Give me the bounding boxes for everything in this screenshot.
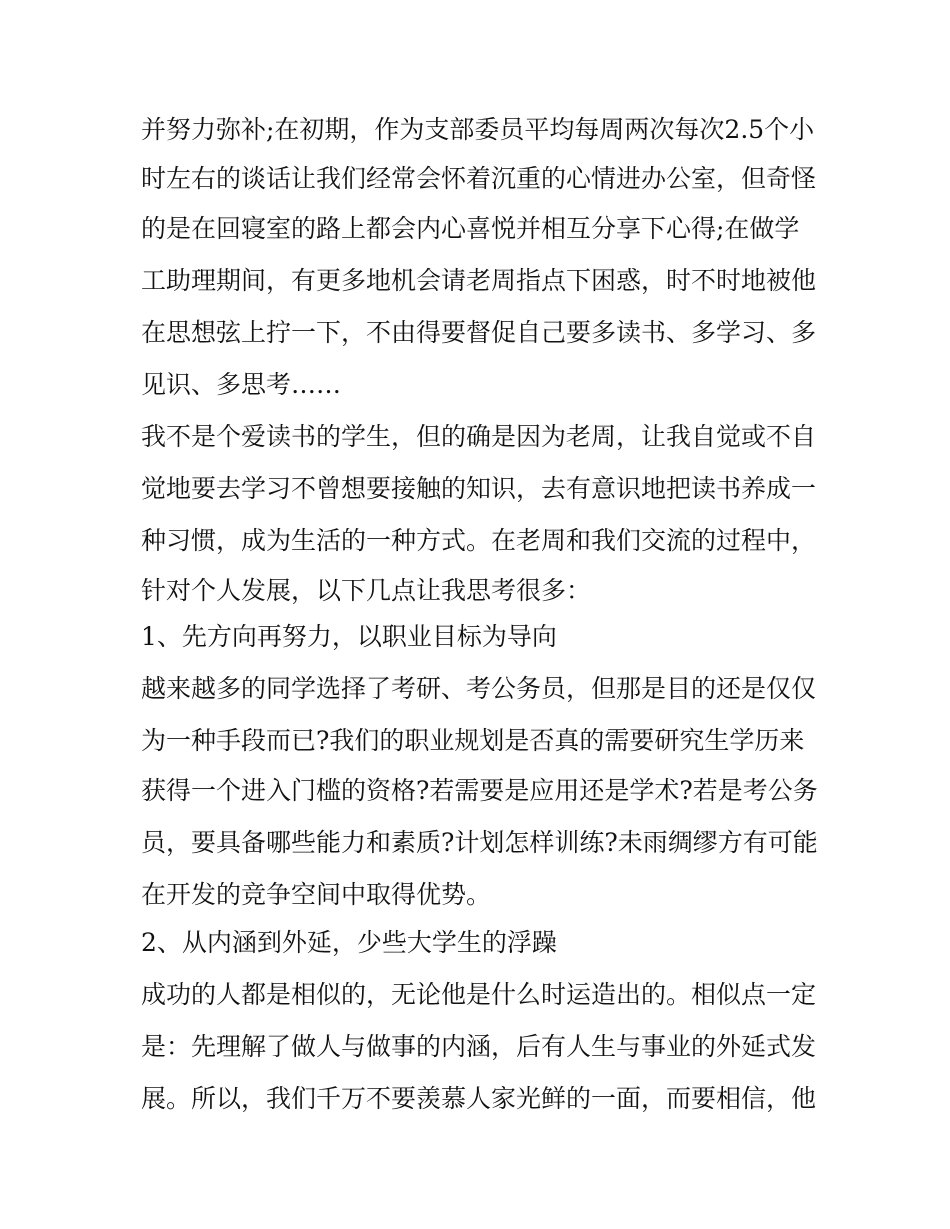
text-line: 员，要具备哪些能力和素质?计划怎样训练?未雨绸缪方有可能 [141,828,818,857]
text-line: 见识、多思考…… [141,370,342,399]
text-line: 针对个人发展，以下几点让我思考很多： [141,576,592,605]
text-line: 成功的人都是相似的，无论他是什么时运造出的。相似点一定 [141,980,817,1009]
section-heading: 1、先方向再努力，以职业目标为导向 [141,622,557,651]
text-line: 是：先理解了做人与做事的内涵，后有人生与事业的外延式发 [141,1032,817,1061]
text-line: 我不是个爱读书的学生，但的确是因为老周，让我自觉或不自 [141,422,817,451]
text-line: 工助理期间，有更多地机会请老周指点下困惑，时不时地被他 [141,266,817,295]
text-line: 种习惯，成为生活的一种方式。在老周和我们交流的过程中， [141,526,817,555]
text-line: 觉地要去学习不曾想要接触的知识，去有意识地把读书养成一 [141,474,817,503]
text-line: 并努力弥补;在初期，作为支部委员平均每周两次每次2.5个小 [141,115,815,144]
text-line: 在开发的竞争空间中取得优势。 [141,880,492,909]
text-line: 获得一个进入门槛的资格?若需要是应用还是学术?若是考公务 [141,776,818,805]
text-line: 越来越多的同学选择了考研、考公务员，但那是目的还是仅仅 [141,674,817,703]
text-line: 的是在回寝室的路上都会内心喜悦并相互分享下心得;在做学 [141,214,800,243]
section-heading: 2、从内涵到外延，少些大学生的浮躁 [141,928,557,957]
text-line: 展。所以，我们千万不要羡慕人家光鲜的一面，而要相信，他 [141,1084,817,1113]
text-line: 在思想弦上拧一下，不由得要督促自己要多读书、多学习、多 [141,318,817,347]
text-line: 时左右的谈话让我们经常会怀着沉重的心情进办公室，但奇怪 [141,164,817,193]
text-line: 为一种手段而已?我们的职业规划是否真的需要研究生学历来 [141,726,805,755]
